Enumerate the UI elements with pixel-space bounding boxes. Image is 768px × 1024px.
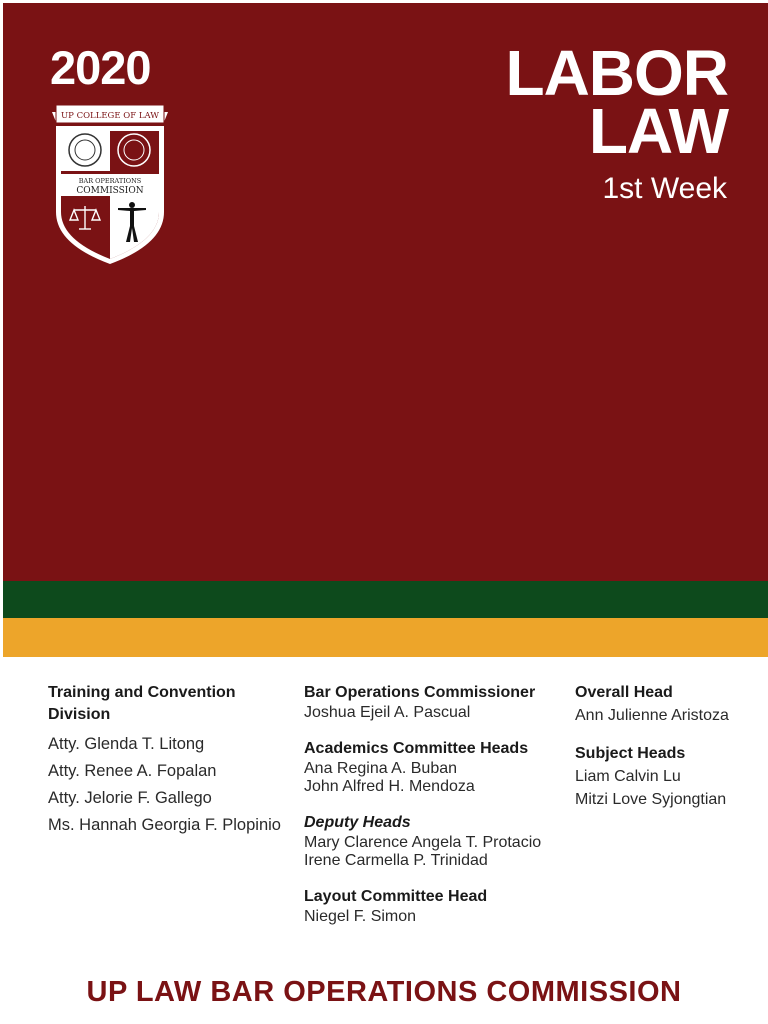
logo-text-line2: COMMISSION — [76, 186, 144, 196]
cover-subtitle: 1st Week — [602, 172, 727, 205]
academics-member: Ana Regina A. Buban — [304, 760, 458, 777]
training-member: Atty. Glenda T. Litong — [48, 735, 205, 753]
title-line1: LABOR — [505, 37, 728, 109]
title-line2: LAW — [588, 95, 728, 167]
subject-heading: Subject Heads — [575, 745, 686, 762]
overall-heading: Overall Head — [575, 684, 673, 701]
logo-banner-text: UP COLLEGE OF LAW — [61, 111, 159, 121]
green-band — [3, 581, 768, 618]
training-member: Atty. Jelorie F. Gallego — [48, 789, 212, 807]
layout-member: Niegel F. Simon — [304, 908, 417, 925]
deputy-heading: Deputy Heads — [304, 814, 411, 831]
deputy-member: Irene Carmella P. Trinidad — [304, 852, 488, 869]
gold-band — [3, 618, 768, 657]
logo-text-line1: BAR OPERATIONS — [78, 177, 142, 185]
commission-column — [304, 682, 574, 926]
subject-head-name: Liam Calvin Lu — [575, 768, 681, 785]
layout-heading: Layout Committee Head — [304, 888, 488, 905]
overall-head-name: Ann Julienne Aristoza — [575, 707, 729, 724]
cover-year: 2020 — [50, 41, 151, 94]
commissioner-heading: Bar Operations Commissioner — [304, 684, 536, 701]
heads-column — [575, 682, 765, 811]
training-member: Ms. Hannah Georgia F. Plopinio — [48, 816, 281, 834]
footer-title: UP LAW BAR OPERATIONS COMMISSION — [86, 976, 682, 1008]
commissioner-name: Joshua Ejeil A. Pascual — [304, 704, 471, 721]
cover-title — [505, 37, 728, 167]
training-heading: Training and Convention Division — [48, 684, 236, 723]
training-column — [48, 682, 288, 839]
deputy-member: Mary Clarence Angela T. Protacio — [304, 834, 542, 851]
training-member: Atty. Renee A. Fopalan — [48, 762, 217, 780]
subject-head-name: Mitzi Love Syjongtian — [575, 791, 727, 808]
bar-ops-shield-logo — [52, 104, 168, 266]
academics-member: John Alfred H. Mendoza — [304, 778, 475, 795]
academics-heading: Academics Committee Heads — [304, 740, 529, 757]
